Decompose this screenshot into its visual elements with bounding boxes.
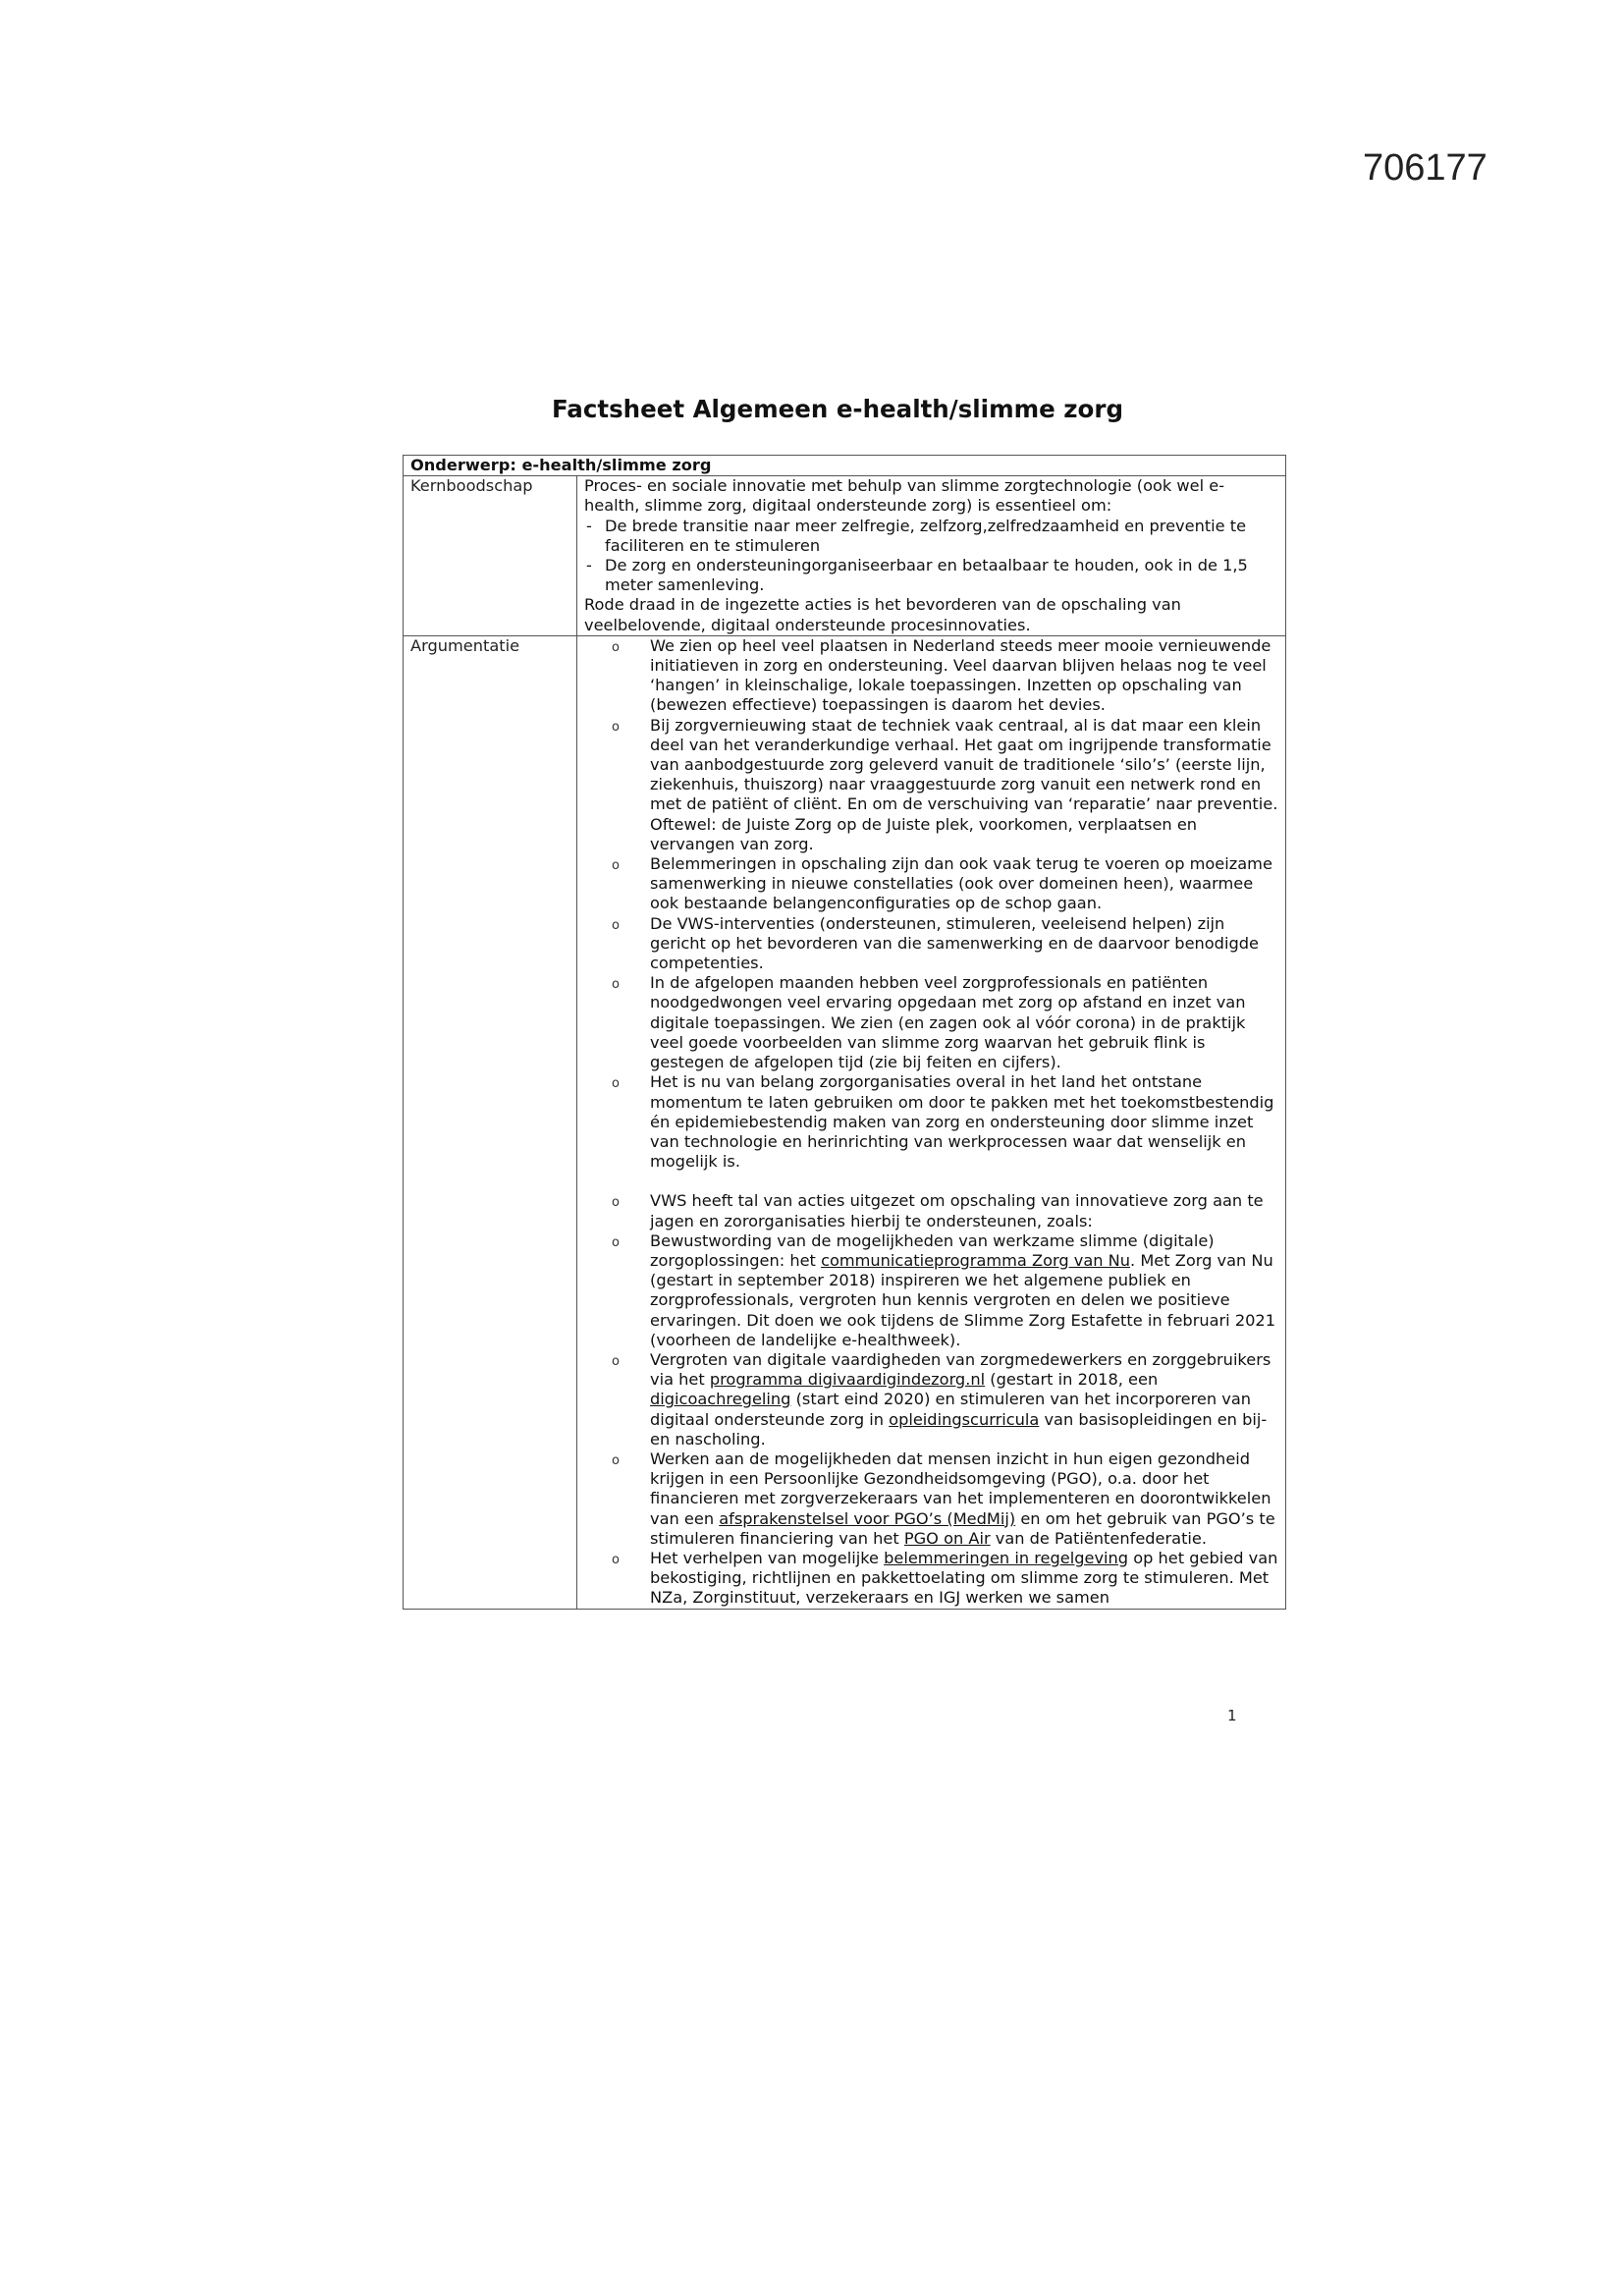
- spacer: [584, 1172, 1279, 1191]
- table-header-row: [404, 456, 1286, 476]
- factsheet-table: [403, 455, 1286, 1610]
- link-digicoachregeling[interactable]: digicoachregeling: [650, 1390, 791, 1409]
- list-item: o Bij zorgvernieuwing staat de techniek vaak centraal, al is dat maar een klein deel van het veranderkundige verhaal. Het gaat om ingrijpende transformatie van aanbodgestuurde zorg geleverd vanuit de traditionele ‘silo’s’ (eerste lijn, ziekenhuis, thuiszorg) naar vraaggestuurde zorg vanuit een netwerk rond en met de patiënt of cliënt. En om de verschuiving van ‘reparatie’ naar preventie. Oftewel: de Juiste Zorg op de Juiste plek, voorkomen, verplaatsen en vervangen van zorg.: [612, 715, 1278, 853]
- bullet-circle-icon: o: [612, 1552, 620, 1567]
- bullet-circle-icon: o: [612, 1353, 620, 1369]
- page-title: Factsheet Algemeen e-health/slimme zorg: [552, 395, 1123, 423]
- link-opleidingscurricula[interactable]: opleidingscurricula: [889, 1409, 1040, 1429]
- table-row-kernboodschap: [404, 476, 1286, 636]
- document-id: 706177: [1363, 147, 1488, 189]
- list-item: o Het is nu van belang zorgorganisaties overal in het land het ontstane momentum te laten gebruiken om door te pakken met het toekomstbestendig én epidemiebestendig maken van zorg en ondersteuning door slimme inzet van technologie en herinrichting van werkprocessen waar dat wenselijk en mogelijk is.: [612, 1072, 1274, 1172]
- list-item: - De zorg en ondersteuningorganiseerbaar en betaalbaar te houden, ook in de 1,5 meter samenleving.: [584, 556, 1279, 595]
- list-item: o In de afgelopen maanden hebben veel zorgprofessionals en patiënten noodgedwongen veel ervaring opgedaan met zorg op afstand en inzet van digitale toepassingen. We zien (en zagen ook al vóór corona) in de praktijk veel goede voorbeelden van slimme zorg waarvan het gebruik flink is gestegen de afgelopen tijd (zie bij feiten en cijfers).: [612, 973, 1246, 1072]
- argumentatie-list: [584, 636, 1279, 1172]
- bullet-circle-icon: o: [612, 977, 620, 993]
- list-item: - De brede transitie naar meer zelfregie, zelfzorg,zelfredzaamheid en preventie te faciliteren en te stimuleren: [584, 517, 1279, 556]
- bullet-circle-icon: o: [612, 1195, 620, 1211]
- kernboodschap-outro: Rode draad in de ingezette acties is het bevorderen van de opschaling van veelbelovende, digitaal ondersteunde procesinnovaties.: [584, 595, 1181, 634]
- link-medmij[interactable]: afsprakenstelsel voor PGO’s (MedMij): [719, 1508, 1016, 1528]
- list-item: o We zien op heel veel plaatsen in Nederland steeds meer mooie vernieuwende initiatieven in zorg en ondersteuning. Veel daarvan blijven helaas nog te veel ‘hangen’ in kleinschalige, lokale toepassingen. Inzetten op opschaling van (bewezen effectieve) toepassingen is daarom het devies.: [612, 635, 1271, 715]
- row-label-argumentatie: Argumentatie: [404, 635, 577, 1609]
- link-digivaardig[interactable]: programma digivaardigindezorg.nl: [709, 1370, 986, 1390]
- acties-list: [584, 1191, 1279, 1608]
- table-header: Onderwerp: e-health/slimme zorg: [404, 456, 1286, 476]
- row-label-kernboodschap: Kernboodschap: [404, 476, 577, 636]
- link-zorg-van-nu[interactable]: communicatieprogramma Zorg van Nu: [821, 1250, 1131, 1270]
- list-item: o VWS heeft tal van acties uitgezet om opschaling van innovatieve zorg aan te jagen en zororganisaties hierbij te ondersteunen, zoals:: [612, 1191, 1264, 1230]
- bullet-circle-icon: o: [612, 1076, 620, 1092]
- list-item: o Vergroten van digitale vaardigheden van zorgmedewerkers en zorggebruikers via het programma digivaardigindezorg.nl (gestart in 2018, een digicoachregeling (start eind 2020) en stimuleren van het incorporeren van digitaal ondersteunde zorg in opleidingscurricula van basisopleidingen en bij- en nascholing.: [612, 1349, 1271, 1449]
- bullet-circle-icon: o: [612, 858, 620, 874]
- list-item: o Het verhelpen van mogelijke belemmeringen in regelgeving op het gebied van bekostiging, richtlijnen en pakkettoelating om slimme zorg te stimuleren. Met NZa, Zorginstituut, verzekeraars en IGJ werken we samen: [612, 1548, 1278, 1608]
- link-pgo-on-air[interactable]: PGO on Air: [903, 1528, 991, 1548]
- kernboodschap-list: [584, 517, 1279, 596]
- list-item: o Werken aan de mogelijkheden dat mensen inzicht in hun eigen gezondheid krijgen in een Persoonlijke Gezondheidsomgeving (PGO), o.a. door het financieren met zorgverzekeraars van het implementeren en doorontwikkelen van een afsprakenstelsel voor PGO’s (MedMij) en om het gebruik van PGO’s te stimuleren financiering van het PGO on Air van de Patiëntenfederatie.: [612, 1449, 1275, 1548]
- bullet-circle-icon: o: [612, 1452, 620, 1468]
- kernboodschap-intro: Proces- en sociale innovatie met behulp van slimme zorgtechnologie (ook wel e-health, slimme zorg, digitaal ondersteunde zorg) is essentieel om:: [584, 476, 1225, 516]
- list-item: o De VWS-interventies (ondersteunen, stimuleren, veeleisend helpen) zijn gericht op het bevorderen van die samenwerking en de daarvoor benodigde competenties.: [612, 913, 1259, 973]
- row-content-kernboodschap: [577, 476, 1286, 636]
- link-belemmeringen[interactable]: belemmeringen in regelgeving: [884, 1548, 1129, 1567]
- bullet-circle-icon: o: [612, 639, 620, 655]
- list-item: o Bewustwording van de mogelijkheden van werkzame slimme (digitale) zorgoplossingen: het communicatieprogramma Zorg van Nu. Met Zorg van Nu (gestart in september 2018) inspireren we het algemene publiek en zorgprofessionals, vergroten hun kennis vergroten en delen we positieve ervaringen. Dit doen we ook tijdens de Slimme Zorg Estafette in februari 2021 (voorheen de landelijke e-healthweek).: [612, 1230, 1276, 1349]
- bullet-circle-icon: o: [612, 719, 620, 735]
- bullet-circle-icon: o: [612, 1234, 620, 1250]
- page-number: 1: [1227, 1707, 1237, 1724]
- table-row-argumentatie: [404, 635, 1286, 1609]
- list-item: o Belemmeringen in opschaling zijn dan ook vaak terug te voeren op moeizame samenwerking in nieuwe constellaties (ook over domeinen heen), waarmee ook bestaande belangenconfiguraties op de schop gaan.: [612, 854, 1272, 913]
- row-content-argumentatie: [577, 635, 1286, 1609]
- bullet-circle-icon: o: [612, 917, 620, 933]
